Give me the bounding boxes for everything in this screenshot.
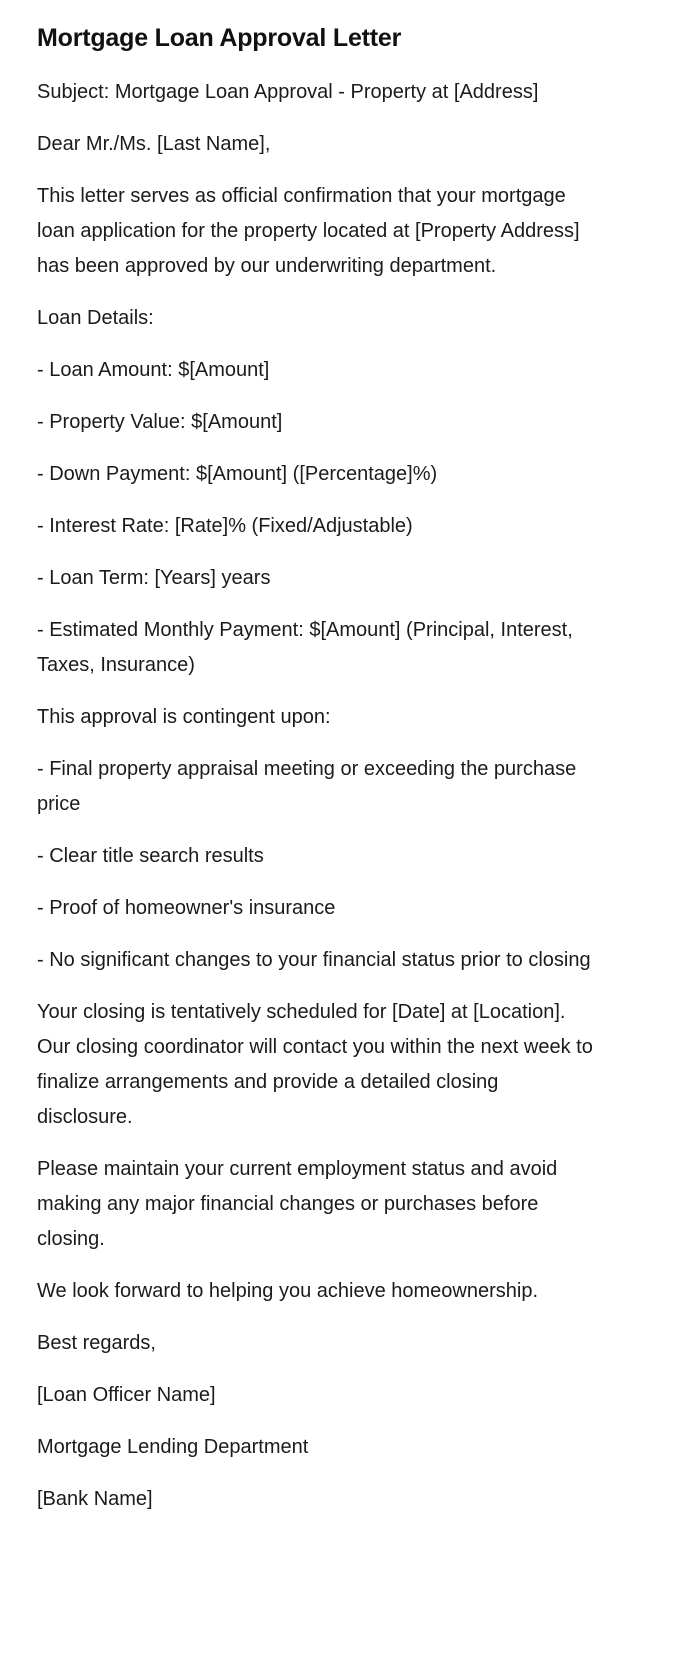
- paragraph-closing-schedule: Your closing is tentatively scheduled for [Date] at [Location]. Our closing coordinator will contact you within the next week to finalize arrangements and provide a detailed closing disclosure.: [37, 1000, 593, 1128]
- contingency-financial-status: - No significant changes to your financial status prior to closing: [37, 948, 591, 971]
- detail-property-value: - Property Value: $[Amount]: [37, 410, 283, 433]
- paragraph-salutation: Dear Mr./Ms. [Last Name],: [37, 132, 271, 155]
- contingency-appraisal: - Final property appraisal meeting or exceeding the purchase price: [37, 757, 577, 815]
- detail-loan-term: - Loan Term: [Years] years: [37, 566, 271, 589]
- page-title: Mortgage Loan Approval Letter: [37, 24, 402, 52]
- detail-down-payment: - Down Payment: $[Amount] ([Percentage]%): [37, 462, 438, 485]
- signoff-greeting: Best regards,: [37, 1331, 156, 1354]
- signature-department: Mortgage Lending Department: [37, 1435, 309, 1458]
- detail-interest-rate: - Interest Rate: [Rate]% (Fixed/Adjustable): [37, 514, 413, 537]
- letter-body: [37, 75, 595, 1517]
- paragraph-employment-notice: Please maintain your current employment status and avoid making any major financial changes or purchases before closing.: [37, 1157, 558, 1250]
- paragraph-intro: This letter serves as official confirmation that your mortgage loan application for the property located at [Property Address] has been approved by our underwriting department.: [37, 184, 580, 277]
- signature-officer-name: [Loan Officer Name]: [37, 1383, 216, 1406]
- heading-contingencies: This approval is contingent upon:: [37, 705, 331, 728]
- detail-loan-amount: - Loan Amount: $[Amount]: [37, 358, 270, 381]
- contingency-title-search: - Clear title search results: [37, 844, 264, 867]
- contingency-insurance: - Proof of homeowner's insurance: [37, 896, 336, 919]
- paragraph-closing-remark: We look forward to helping you achieve homeownership.: [37, 1279, 539, 1302]
- detail-monthly-payment: - Estimated Monthly Payment: $[Amount] (Principal, Interest, Taxes, Insurance): [37, 618, 573, 676]
- signature-bank-name: [Bank Name]: [37, 1487, 153, 1510]
- heading-loan-details: Loan Details:: [37, 306, 154, 329]
- paragraph-subject: Subject: Mortgage Loan Approval - Property at [Address]: [37, 80, 539, 103]
